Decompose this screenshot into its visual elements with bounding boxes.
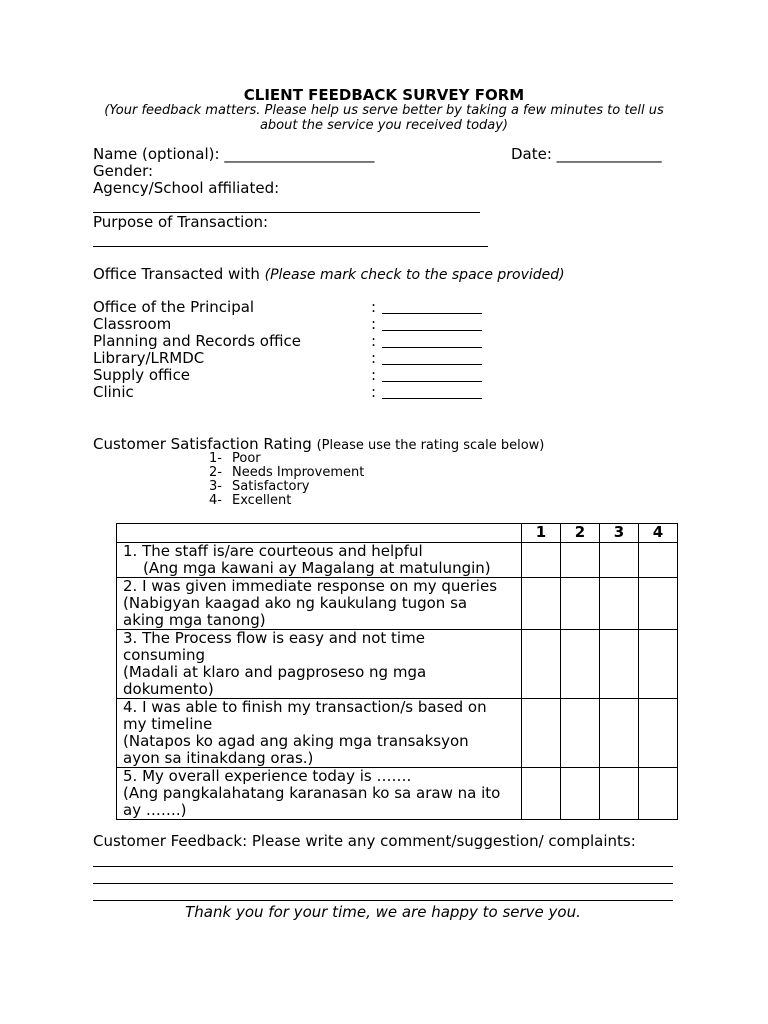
question-cell <box>117 768 522 820</box>
check-blank[interactable] <box>382 364 482 365</box>
rating-heading-text: Customer Satisfaction Rating <box>93 435 312 453</box>
office-label: Planning and Records office <box>93 332 301 350</box>
scale-number: 2- <box>209 465 222 480</box>
gender-field[interactable]: Gender: <box>93 162 154 180</box>
office-label: Classroom <box>93 315 172 333</box>
office-row-library[interactable] <box>93 350 493 367</box>
scale-item <box>209 494 291 509</box>
question-cell <box>117 543 522 578</box>
rating-cell-2[interactable] <box>561 699 600 768</box>
rating-cell-3[interactable] <box>600 630 639 699</box>
question-translation: (Madali at klaro and pagproseso ng mga dokumento) <box>123 663 427 698</box>
office-label: Supply office <box>93 366 191 384</box>
question-header-cell <box>117 524 522 543</box>
rating-cell-1[interactable] <box>522 578 561 630</box>
feedback-line-2[interactable] <box>93 883 673 884</box>
rating-cell-4[interactable] <box>639 768 678 820</box>
office-colon: : <box>371 349 377 367</box>
scale-label: Poor <box>232 451 261 466</box>
question-translation: (Ang mga kawani ay Magalang at matulungin) <box>143 559 491 577</box>
rating-cell-3[interactable] <box>600 543 639 578</box>
scale-label: Satisfactory <box>232 479 310 494</box>
rating-cell-3[interactable] <box>600 578 639 630</box>
office-row-principal[interactable] <box>93 299 493 316</box>
question-text: 5. My overall experience today is ……. <box>123 767 412 785</box>
office-colon: : <box>371 332 377 350</box>
form-subtitle: (Your feedback matters. Please help us serve better by taking a few minutes to tell us about the service you received today) <box>104 103 664 133</box>
office-row-classroom[interactable] <box>93 316 493 333</box>
office-row-planning[interactable] <box>93 333 493 350</box>
rating-cell-3[interactable] <box>600 699 639 768</box>
office-colon: : <box>371 383 377 401</box>
rating-table <box>116 523 678 820</box>
feedback-line-3[interactable] <box>93 900 673 901</box>
table-row <box>117 630 678 699</box>
question-text: 1. The staff is/are courteous and helpful <box>123 542 423 560</box>
office-colon: : <box>371 298 377 316</box>
rating-column-header: 3 <box>600 524 639 543</box>
rating-cell-4[interactable] <box>639 630 678 699</box>
rating-cell-4[interactable] <box>639 578 678 630</box>
office-colon: : <box>371 315 377 333</box>
check-blank[interactable] <box>382 330 482 331</box>
rating-cell-2[interactable] <box>561 543 600 578</box>
question-text: 3. The Process flow is easy and not time consuming <box>123 629 425 664</box>
scale-label: Excellent <box>232 493 292 508</box>
question-text: 2. I was given immediate response on my queries <box>123 577 498 595</box>
agency-field-label: Agency/School affiliated: <box>93 179 280 197</box>
question-translation: (Ang pangkalahatang karanasan ko sa araw na ito ay …….) <box>123 784 501 819</box>
table-row <box>117 543 678 578</box>
office-label: Office of the Principal <box>93 298 255 316</box>
office-heading <box>93 266 565 284</box>
feedback-line-1[interactable] <box>93 866 673 867</box>
rating-cell-2[interactable] <box>561 630 600 699</box>
purpose-field-label: Purpose of Transaction: <box>93 213 269 231</box>
feedback-label: Customer Feedback: Please write any comment/suggestion/ complaints: <box>93 832 636 850</box>
name-field[interactable]: Name (optional): ____________________ <box>93 145 375 163</box>
check-blank[interactable] <box>382 398 482 399</box>
rating-cell-1[interactable] <box>522 630 561 699</box>
office-label: Clinic <box>93 383 134 401</box>
scale-number: 3- <box>209 479 222 494</box>
office-row-supply[interactable] <box>93 367 493 384</box>
rating-cell-1[interactable] <box>522 699 561 768</box>
office-instruction: (Please mark check to the space provided) <box>264 267 565 283</box>
check-blank[interactable] <box>382 381 482 382</box>
table-row <box>117 578 678 630</box>
check-blank[interactable] <box>382 313 482 314</box>
question-text: 4. I was able to finish my transaction/s based on my timeline <box>123 698 487 733</box>
purpose-answer-line[interactable] <box>93 246 488 247</box>
scale-label: Needs Improvement <box>232 465 365 480</box>
office-heading-text: Office Transacted with <box>93 265 260 283</box>
table-row <box>117 768 678 820</box>
rating-cell-3[interactable] <box>600 768 639 820</box>
office-row-clinic[interactable] <box>93 384 493 401</box>
rating-column-header: 1 <box>522 524 561 543</box>
form-title: CLIENT FEEDBACK SURVEY FORM <box>243 86 525 104</box>
rating-column-header: 2 <box>561 524 600 543</box>
rating-header-row <box>117 524 678 543</box>
question-cell <box>117 630 522 699</box>
office-colon: : <box>371 366 377 384</box>
scale-number: 1- <box>209 451 222 466</box>
question-translation: (Nabigyan kaagad ako ng kaukulang tugon sa aking mga tanong) <box>123 594 468 629</box>
rating-cell-4[interactable] <box>639 699 678 768</box>
question-cell <box>117 578 522 630</box>
thank-you-message: Thank you for your time, we are happy to serve you. <box>185 903 581 921</box>
rating-cell-2[interactable] <box>561 768 600 820</box>
rating-cell-1[interactable] <box>522 768 561 820</box>
rating-heading <box>93 436 544 454</box>
rating-instruction: (Please use the rating scale below) <box>316 438 545 453</box>
table-row <box>117 699 678 768</box>
office-label: Library/LRMDC <box>93 349 205 367</box>
question-cell <box>117 699 522 768</box>
rating-cell-2[interactable] <box>561 578 600 630</box>
rating-column-header: 4 <box>639 524 678 543</box>
rating-cell-4[interactable] <box>639 543 678 578</box>
rating-cell-1[interactable] <box>522 543 561 578</box>
check-blank[interactable] <box>382 347 482 348</box>
date-field[interactable]: Date: ______________ <box>511 145 662 163</box>
question-translation: (Natapos ko agad ang aking mga transaksyon ayon sa itinakdang oras.) <box>123 732 469 767</box>
scale-number: 4- <box>209 493 222 508</box>
